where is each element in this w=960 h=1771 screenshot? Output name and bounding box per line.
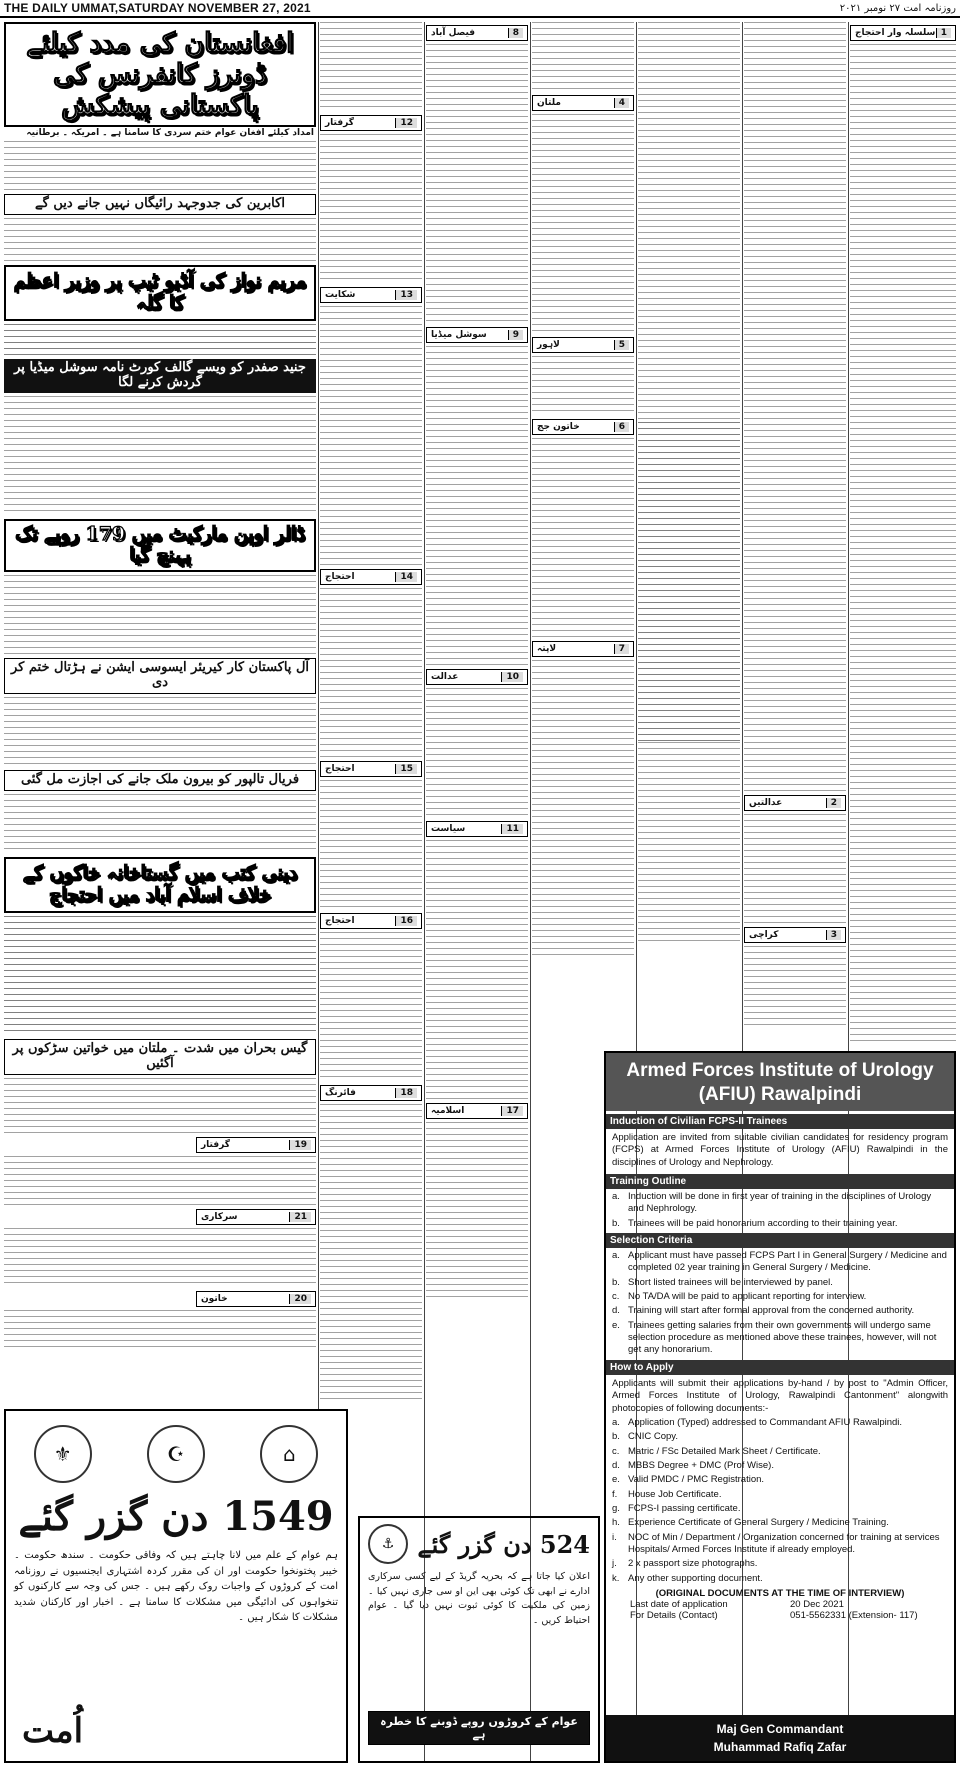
- body-text: [532, 438, 634, 638]
- ad-apply-header: How to Apply: [606, 1360, 954, 1375]
- document-item: [612, 1431, 948, 1443]
- column-3: [320, 22, 422, 1510]
- document-marker: a.: [612, 1416, 620, 1428]
- headline-box-3: [4, 265, 316, 321]
- masthead-urdu-date: روزنامہ امت ۲۷ نومبر ۲۰۲۱: [839, 2, 956, 14]
- crest-icon: ⚜: [34, 1425, 92, 1483]
- section-header-2: 2 عدالتیں: [744, 795, 846, 811]
- document-item: [612, 1503, 948, 1515]
- document-marker: d.: [612, 1459, 620, 1471]
- body-text: [320, 134, 422, 284]
- masthead-english-date: THE DAILY UMMAT,SATURDAY NOVEMBER 27, 2021: [4, 1, 311, 15]
- selection-marker: d.: [612, 1305, 620, 1317]
- section-header-4: 4 ملتان: [532, 95, 634, 111]
- training-item: [612, 1218, 948, 1230]
- body-text: [744, 814, 846, 924]
- selection-item: [612, 1250, 948, 1275]
- ad-training-list: [606, 1191, 954, 1230]
- section-header-17: 17 اسلامیہ: [426, 1103, 528, 1119]
- body-text: [4, 575, 316, 655]
- body-text: [532, 660, 634, 960]
- column-7: [744, 22, 846, 1047]
- selection-marker: e.: [612, 1319, 620, 1331]
- body-text: [4, 794, 316, 854]
- lead-subheadline: امداد کیلئے افغان عوام ختم سردی کا سامنا ہے ۔ امریکہ ۔ برطانیہ: [26, 128, 314, 139]
- days-count-1549: 1549 دن گزر گئے: [18, 1493, 334, 1540]
- document-text: Experience Certificate of General Surgery / Medicine Training.: [628, 1517, 889, 1529]
- document-marker: g.: [612, 1502, 620, 1514]
- document-marker: f.: [612, 1488, 618, 1500]
- section-header-19: 19 گرفتار: [196, 1137, 316, 1153]
- document-marker: j.: [612, 1558, 617, 1570]
- ad-intro: Application are invited from suitable civilian candidates for residency program (FCPS) at Armed Forces Institute of Urology (AFIU) Rawalpindi in the disciplines of Urology and Nephrology.: [612, 1132, 948, 1168]
- pakistan-emblem-icon: ☪: [147, 1425, 205, 1483]
- training-item: [612, 1191, 948, 1216]
- headline-box-6: [4, 658, 316, 694]
- body-text: [4, 218, 316, 262]
- headline-7: فریال تالپور کو بیرون ملک جانے کی اجازت مل گئی: [20, 772, 300, 788]
- lead-body-text: [4, 141, 316, 191]
- body-text: [320, 306, 422, 566]
- body-text: [638, 742, 740, 942]
- body-text: [4, 324, 316, 356]
- document-item: [612, 1517, 948, 1529]
- headline-2: اکابرین کی جدوجہد رائیگاں نہیں جانے دیں گے: [35, 196, 285, 212]
- section-header-18: 18 فائرنگ: [320, 1085, 422, 1101]
- body-text: [426, 346, 528, 666]
- headline-box-9: [4, 1039, 316, 1075]
- ad-apply-intro: Applicants will submit their applications by-hand / by post to "Admin Officer, Armed Forces Institute of Urology, Rawalpindi Cantonment" alongwith photocopies of following documents:-: [612, 1377, 948, 1414]
- body-text: [744, 946, 846, 1026]
- notice-524-header: [360, 1518, 598, 1564]
- body-text: [426, 1122, 528, 1302]
- notice-1549-days: [4, 1409, 348, 1763]
- notice-524-days: [358, 1516, 600, 1763]
- section-header-14: 14 احتجاج: [320, 569, 422, 585]
- section-header-6: 6 خاتون جج: [532, 419, 634, 435]
- selection-text: No TA/DA will be paid to applicant reporting for interview.: [628, 1291, 867, 1303]
- body-text: [4, 916, 316, 1036]
- section-header-3: 3 کراچی: [744, 927, 846, 943]
- ad-documents-list: [606, 1417, 954, 1585]
- section-header-7: 7 لاپتہ: [532, 641, 634, 657]
- document-marker: k.: [612, 1572, 620, 1584]
- ad-last-date-row: Last date of application 20 Dec 2021: [630, 1598, 844, 1610]
- selection-marker: b.: [612, 1276, 620, 1288]
- headline-9: گیس بحران میں شدت ۔ ملتان میں خواتین سڑکوں پر آگئیں: [12, 1040, 308, 1071]
- headline-4: جنید صفدر کو ویسے گالف کورٹ نامہ سوشل میڈیا پر گردش کرنے لگا: [14, 359, 306, 390]
- body-text: [4, 1310, 316, 1350]
- document-text: House Job Certificate.: [628, 1488, 722, 1500]
- section-header-11: 11 سیاست: [426, 821, 528, 837]
- section-header-20: 20 خاتون: [196, 1291, 316, 1307]
- body-text: [744, 22, 846, 442]
- ad-training-header: Training Outline: [606, 1174, 954, 1189]
- document-item: [612, 1417, 948, 1429]
- column-5: [532, 22, 634, 1047]
- headline-5: ڈالر اوپن مارکیٹ میں 179 روپے تک پہنچ گیا: [15, 522, 305, 567]
- section-header-8: 8 فیصل آباد: [426, 25, 528, 41]
- document-marker: i.: [612, 1531, 617, 1543]
- body-text: [320, 932, 422, 1082]
- bahria-seal-icon: ⚓: [368, 1524, 408, 1564]
- headline-box-7: [4, 770, 316, 791]
- document-item: [612, 1573, 948, 1585]
- selection-marker: c.: [612, 1291, 620, 1303]
- ad-selection-list: [606, 1250, 954, 1357]
- body-text: [532, 114, 634, 334]
- training-marker: a.: [612, 1191, 620, 1203]
- body-text: [4, 1156, 316, 1206]
- headline-3: مریم نواز کی آڈیو ٹیپ پر وزیر اعظم کا گلہ: [13, 270, 307, 314]
- selection-text: Short listed trainees will be interviewed by panel.: [628, 1276, 833, 1288]
- document-marker: e.: [612, 1474, 620, 1486]
- column-rule: [530, 22, 531, 1763]
- ummat-logo: اُمت: [22, 1711, 84, 1751]
- selection-text: Trainees getting salaries from their own governments will undergo same selection procedure as mentioned above these trainees, however, will not get any honorarium.: [628, 1319, 937, 1356]
- ad-title: Armed Forces Institute of Urology (AFIU) Rawalpindi: [606, 1053, 954, 1111]
- document-item: [612, 1474, 948, 1486]
- ad-contact-row: For Details (Contact) 051-5562331 (Extension- 117): [630, 1609, 918, 1621]
- document-text: 2 x passport size photographs.: [628, 1558, 758, 1570]
- document-text: MBBS Degree + DMC (Prof Wise).: [628, 1459, 774, 1471]
- training-marker: b.: [612, 1217, 620, 1229]
- kp-emblem-icon: ⌂: [260, 1425, 318, 1483]
- section-header-12: 12 گرفتار: [320, 115, 422, 131]
- column-8: [850, 22, 956, 1047]
- body-text: [532, 22, 634, 92]
- selection-item: [612, 1277, 948, 1289]
- selection-item: [612, 1320, 948, 1357]
- section-header-10: 10 عدالت: [426, 669, 528, 685]
- document-item: [612, 1489, 948, 1501]
- column-4: [426, 22, 528, 1510]
- headline-box-8: [4, 857, 316, 913]
- section-header-1: 1 سلسلہ وار احتجاج: [850, 25, 956, 41]
- body-text: [426, 840, 528, 1100]
- body-text: [426, 688, 528, 818]
- document-item: [612, 1532, 948, 1557]
- body-text: [850, 44, 956, 1044]
- ad-induction-header: Induction of Civilian FCPS-II Trainees: [606, 1114, 954, 1129]
- lead-column: [4, 22, 316, 1402]
- selection-text: Applicant must have passed FCPS Part I in General Surgery / Medicine and completed 02 year training in General Surgery / Medicine.: [628, 1250, 947, 1274]
- selection-marker: a.: [612, 1250, 620, 1262]
- headline-box-2: [4, 194, 316, 215]
- selection-text: Training will start after formal approval from the concerned authority.: [628, 1305, 915, 1317]
- body-text: [4, 1228, 316, 1288]
- body-text: [638, 22, 740, 422]
- document-marker: h.: [612, 1517, 620, 1529]
- afiu-advertisement: [604, 1051, 956, 1763]
- body-text: [638, 422, 740, 742]
- ad-signature: Maj Gen Commandant Muhammad Rafiq Zafar: [606, 1715, 954, 1761]
- column-rule: [424, 22, 425, 1763]
- notice-524-body: اعلان کیا جاتا ہے کہ بحریہ گریڈ کے لیے کسی سرکاری ادارے نے ابھی تک کوئی بھی این او سی جاری نہیں کیا ۔ زمین کی ملکیت کا کوئی ثبوت نہیں دیا گیا ۔ عوام احتیاط کریں ۔: [368, 1571, 590, 1627]
- section-header-15: 15 احتجاج: [320, 761, 422, 777]
- headline-box-5: [4, 519, 316, 573]
- selection-item: [612, 1305, 948, 1317]
- section-header-5: 5 لاہور: [532, 337, 634, 353]
- document-text: Application (Typed) addressed to Commandant AFIU Rawalpindi.: [628, 1416, 903, 1428]
- lead-headline-box: [4, 22, 316, 127]
- seals-row: [6, 1411, 346, 1483]
- ad-original-docs-note: (ORIGINAL DOCUMENTS AT THE TIME OF INTERVIEW): [655, 1587, 905, 1599]
- section-header-16: 16 احتجاج: [320, 913, 422, 929]
- body-text: [426, 44, 528, 324]
- document-marker: b.: [612, 1431, 620, 1443]
- training-text: Trainees will be paid honorarium according to their training year.: [628, 1217, 898, 1229]
- body-text: [744, 442, 846, 792]
- body-text: [4, 396, 316, 516]
- document-marker: c.: [612, 1445, 620, 1457]
- document-item: [612, 1446, 948, 1458]
- section-header-9: 9 سوشل میڈیا: [426, 327, 528, 343]
- body-text: [320, 1104, 422, 1404]
- headline-6: آل پاکستان کار کیریئر ایسوسی ایشن نے ہڑتال ختم کر دی: [10, 660, 310, 691]
- headline-box-4: [4, 359, 316, 393]
- body-text: [320, 588, 422, 758]
- document-text: FCPS-I passing certificate.: [628, 1502, 741, 1514]
- document-text: CNIC Copy.: [628, 1431, 678, 1443]
- training-text: Induction will be done in first year of training in the disciplines of Urology and Nephrology.: [628, 1191, 932, 1215]
- notice-524-banner: عوام کے کروڑوں روپے ڈوبنے کا خطرہ ہے: [368, 1711, 590, 1745]
- body-text: [320, 780, 422, 910]
- body-text: [4, 697, 316, 767]
- document-text: Matric / FSc Detailed Mark Sheet / Certificate.: [628, 1445, 821, 1457]
- selection-item: [612, 1291, 948, 1303]
- document-text: Any other supporting document.: [628, 1572, 763, 1584]
- days-count-524: 524 دن گزر گئے: [417, 1529, 590, 1559]
- body-text: [320, 22, 422, 112]
- masthead: [0, 0, 960, 18]
- body-text: [532, 356, 634, 416]
- document-item: [612, 1558, 948, 1570]
- lead-headline: افغانستان کی مدد کیلئے ڈونرز کانفرنس کی پاکستانی پیشکش: [26, 28, 294, 122]
- document-text: NOC of Min / Department / Organization concerned for training at services Hospitals/ Armed Forces Institute if already employed.: [628, 1531, 940, 1555]
- section-header-13: 13 شکایت: [320, 287, 422, 303]
- section-header-21: 21 سرکاری: [196, 1209, 316, 1225]
- document-item: [612, 1460, 948, 1472]
- notice-1549-body: ہم عوام کے علم میں لانا چاہتے ہیں کہ وفاقی حکومت ۔ سندھ حکومت ۔ خیبر پختونخوا حکومت اور ان کی مقرر کردہ اشتہاری ایجنسیوں نے روزنامہ امت کے کروڑوں کے واجبات روک رکھے ہیں ۔ جس کی وجہ سے کارکنوں کو تنخواہوں کی ادائیگی میں مشکلات کا سامنا ہے ۔ اخبار اور کارکنان شدید مشکلات کا شکار ہیں ۔: [14, 1550, 338, 1623]
- ad-selection-header: Selection Criteria: [606, 1233, 954, 1248]
- document-text: Valid PMDC / PMC Registration.: [628, 1474, 765, 1486]
- body-text: [4, 1078, 316, 1134]
- column-6: [638, 22, 740, 1047]
- headline-8: دینی کتب میں گستاخانہ خاکوں کے خلاف اسلام آباد میں احتجاج: [22, 862, 298, 906]
